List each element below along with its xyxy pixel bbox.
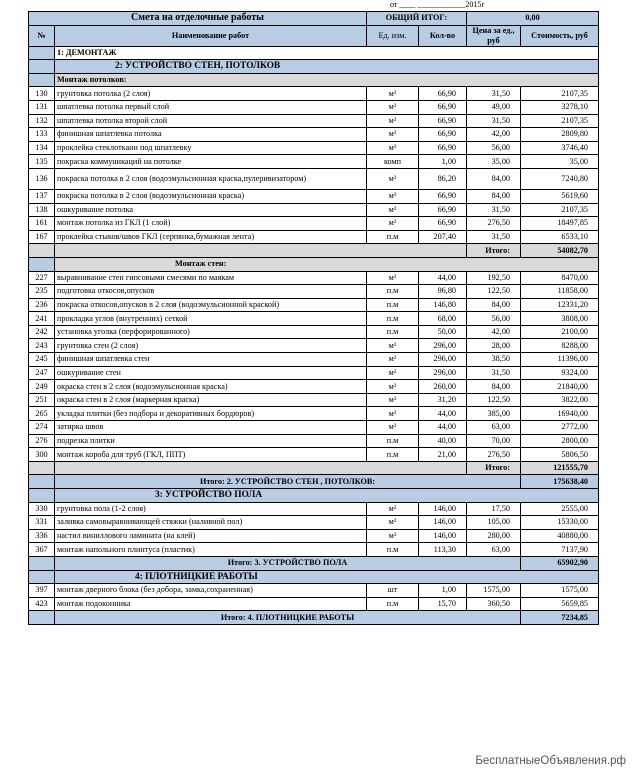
section4-total-value: 7234,85 [521, 611, 599, 625]
cost-cell: 3746,40 [521, 141, 599, 155]
cost-cell: 8288,00 [521, 339, 599, 353]
row-number: 130 [29, 87, 55, 101]
quantity-cell: 296,00 [419, 366, 467, 380]
quantity-cell: 21,00 [419, 448, 467, 462]
section4-total-row [29, 611, 599, 625]
row-number: 236 [29, 298, 55, 312]
row-number: 133 [29, 128, 55, 142]
unit-cell: м² [367, 141, 419, 155]
work-name: ошкуривание стен [55, 366, 367, 380]
price-cell: 42,00 [467, 128, 521, 142]
quantity-cell: 44,00 [419, 271, 467, 285]
price-cell: 70,00 [467, 434, 521, 448]
cost-cell: 1575,00 [521, 584, 599, 598]
table-row [29, 597, 599, 611]
price-cell: 17,50 [467, 502, 521, 516]
table-row [29, 298, 599, 312]
row-number: 137 [29, 189, 55, 203]
row-number: 247 [29, 366, 55, 380]
quantity-cell: 66,90 [419, 141, 467, 155]
quantity-cell: 260,00 [419, 380, 467, 394]
cost-cell: 3822,00 [521, 393, 599, 407]
unit-cell: м² [367, 203, 419, 217]
column-header-row [29, 25, 599, 46]
row-number: 136 [29, 168, 55, 189]
price-cell: 276,50 [467, 217, 521, 231]
table-row [29, 393, 599, 407]
cost-cell: 7137,90 [521, 543, 599, 557]
work-name: покраска коммуникаций на потолке [55, 155, 367, 169]
work-name: настил виниллового ламината (на клей) [55, 529, 367, 543]
cost-cell: 11858,00 [521, 285, 599, 299]
work-name: грунтовка потолка (2 слоя) [55, 87, 367, 101]
table-row [29, 516, 599, 530]
table-row [29, 155, 599, 169]
section4-title: 4: ПЛОТНИЦКИЕ РАБОТЫ [55, 570, 599, 584]
cost-cell: 7240,80 [521, 168, 599, 189]
work-name: монтаж подоконника [55, 597, 367, 611]
table-row [29, 312, 599, 326]
section2-total-value: 175638,40 [521, 475, 599, 489]
unit-cell: м² [367, 168, 419, 189]
unit-cell: п.м [367, 543, 419, 557]
row-number: 367 [29, 543, 55, 557]
cost-cell: 9324,00 [521, 366, 599, 380]
section2-title: 2: УСТРОЙСТВО СТЕН, ПОТОЛКОВ [55, 60, 599, 74]
price-cell: 84,00 [467, 298, 521, 312]
col-qty-header: Кол-во [419, 25, 467, 46]
work-name: покраска потолка в 2 слоя (водоэмульсионная краска,пулеривизатором) [55, 168, 367, 189]
unit-cell: м² [367, 502, 419, 516]
work-name: шпатлевка потолка первый слой [55, 100, 367, 114]
unit-cell: п.м [367, 298, 419, 312]
ceiling-subheader: Монтаж потолков: [55, 73, 599, 87]
price-cell: 31,50 [467, 366, 521, 380]
quantity-cell: 296,00 [419, 353, 467, 367]
unit-cell: м² [367, 339, 419, 353]
quantity-cell: 40,00 [419, 434, 467, 448]
row-number: 331 [29, 516, 55, 530]
price-cell: 122,50 [467, 393, 521, 407]
row-number: 336 [29, 529, 55, 543]
table-row [29, 87, 599, 101]
quantity-cell: 66,90 [419, 217, 467, 231]
price-cell: 192,50 [467, 271, 521, 285]
work-name: затирка швов [55, 421, 367, 435]
quantity-cell: 1,00 [419, 584, 467, 598]
quantity-cell: 44,00 [419, 407, 467, 421]
unit-cell: шт [367, 584, 419, 598]
watermark: БесплатныеОбъявления.рф [475, 755, 626, 767]
price-cell: 31,50 [467, 114, 521, 128]
row-number: 235 [29, 285, 55, 299]
table-row [29, 434, 599, 448]
price-cell: 84,00 [467, 168, 521, 189]
work-name: прокладка углов (внутренних) сеткой [55, 312, 367, 326]
row-number: 330 [29, 502, 55, 516]
row-number: 131 [29, 100, 55, 114]
cost-cell: 6533,10 [521, 230, 599, 244]
unit-cell: м² [367, 217, 419, 231]
price-cell: 31,50 [467, 230, 521, 244]
unit-cell: п.м [367, 434, 419, 448]
unit-cell: м² [367, 421, 419, 435]
table-row [29, 217, 599, 231]
section3-title-row [29, 489, 599, 503]
work-name: подготовка откосов,опусков [55, 285, 367, 299]
price-cell: 56,00 [467, 141, 521, 155]
estimate-title: Смета на отделочные работы [29, 12, 367, 26]
row-number: 242 [29, 325, 55, 339]
price-cell: 84,00 [467, 380, 521, 394]
quantity-cell: 96,80 [419, 285, 467, 299]
row-number: 134 [29, 141, 55, 155]
unit-cell: м² [367, 189, 419, 203]
work-name: монтаж дверного блока (без добора, замка,сохраненная) [55, 584, 367, 598]
quantity-cell: 113,30 [419, 543, 467, 557]
unit-cell: п.м [367, 448, 419, 462]
row-number: 265 [29, 407, 55, 421]
row-number: 161 [29, 217, 55, 231]
grand-total-value: 0,00 [467, 12, 599, 26]
work-name: окраска стен в 2 слоя (маркерная краска) [55, 393, 367, 407]
cost-cell: 2809,80 [521, 128, 599, 142]
row-number: 300 [29, 448, 55, 462]
table-row [29, 168, 599, 189]
unit-cell: п.м [367, 230, 419, 244]
table-row [29, 325, 599, 339]
cost-cell: 8470,00 [521, 271, 599, 285]
row-number: 241 [29, 312, 55, 326]
work-name: проклейка стыков/швов ГКЛ (серпянка,бумажная лента) [55, 230, 367, 244]
unit-cell: м² [367, 271, 419, 285]
row-number: 138 [29, 203, 55, 217]
quantity-cell: 66,90 [419, 189, 467, 203]
quantity-cell: 86,20 [419, 168, 467, 189]
row-number: 251 [29, 393, 55, 407]
unit-cell: м² [367, 128, 419, 142]
quantity-cell: 66,90 [419, 100, 467, 114]
table-row [29, 584, 599, 598]
table-row [29, 353, 599, 367]
work-name: укладка плитки (без подбора и декоративных бордюров) [55, 407, 367, 421]
section2-total-label: Итого: 2. УСТРОЙСТВО СТЕН , ПОТОЛКОВ: [55, 475, 521, 489]
cost-cell: 40880,00 [521, 529, 599, 543]
cost-cell: 16940,00 [521, 407, 599, 421]
ceiling-total-row [29, 244, 599, 258]
section3-total-value: 65902,90 [521, 556, 599, 570]
quantity-cell: 68,00 [419, 312, 467, 326]
row-number: 227 [29, 271, 55, 285]
col-price-header: Цена за ед., руб [467, 25, 521, 46]
ceiling-subheader-row [29, 73, 599, 87]
ceiling-total-label: Итого: [467, 244, 521, 258]
cost-cell: 2555,00 [521, 502, 599, 516]
row-number: 245 [29, 353, 55, 367]
row-number: 423 [29, 597, 55, 611]
work-name: окраска стен в 2 слоя (водоэмульсионная краска) [55, 380, 367, 394]
cost-cell: 5619,60 [521, 189, 599, 203]
work-name: заливка самовыравнивающей стяжки (наливной пол) [55, 516, 367, 530]
row-number: 132 [29, 114, 55, 128]
work-name: подрезка плитки [55, 434, 367, 448]
work-name: покраска откосов,опусков в 2 слоя (водоэмульсионной краской) [55, 298, 367, 312]
table-row [29, 380, 599, 394]
unit-cell: п.м [367, 597, 419, 611]
price-cell: 105,00 [467, 516, 521, 530]
work-name: грунтовка пола (1-2 слоя) [55, 502, 367, 516]
price-cell: 385,00 [467, 407, 521, 421]
table-row [29, 230, 599, 244]
cost-cell: 15330,00 [521, 516, 599, 530]
table-row [29, 271, 599, 285]
quantity-cell: 15,70 [419, 597, 467, 611]
table-row [29, 366, 599, 380]
price-cell: 28,00 [467, 339, 521, 353]
work-name: шпатлевка потолка второй слой [55, 114, 367, 128]
unit-cell: м² [367, 380, 419, 394]
table-row [29, 128, 599, 142]
work-name: установка уголка (перфорированного) [55, 325, 367, 339]
cost-cell: 21840,00 [521, 380, 599, 394]
unit-cell: м² [367, 353, 419, 367]
table-row [29, 100, 599, 114]
quantity-cell: 146,00 [419, 529, 467, 543]
cost-cell: 5806,50 [521, 448, 599, 462]
work-name: покраска потолка в 2 слоя (водоэмульсионная краска) [55, 189, 367, 203]
work-name: ошкуривание потолка [55, 203, 367, 217]
unit-cell: м² [367, 529, 419, 543]
unit-cell: п.м [367, 325, 419, 339]
section3-total-row [29, 556, 599, 570]
price-cell: 276,50 [467, 448, 521, 462]
wall-total-label: Итого: [467, 461, 521, 475]
table-row [29, 339, 599, 353]
cost-cell: 11396,00 [521, 353, 599, 367]
quantity-cell: 66,90 [419, 203, 467, 217]
work-name: грунтовка стен (2 слоя) [55, 339, 367, 353]
price-cell: 38,50 [467, 353, 521, 367]
cost-cell: 5659,85 [521, 597, 599, 611]
cost-cell: 3278,10 [521, 100, 599, 114]
quantity-cell: 44,00 [419, 421, 467, 435]
quantity-cell: 66,90 [419, 114, 467, 128]
row-number: 274 [29, 421, 55, 435]
price-cell: 122,50 [467, 285, 521, 299]
cost-cell: 35,00 [521, 155, 599, 169]
work-name: выравнивание стен гипсовыми смесями по маякам [55, 271, 367, 285]
title-row [29, 12, 599, 26]
price-cell: 360,50 [467, 597, 521, 611]
grand-total-label: ОБЩИЙ ИТОГ: [367, 12, 467, 26]
col-unit-header: Ед. изм. [367, 25, 419, 46]
quantity-cell: 66,90 [419, 128, 467, 142]
wall-subheader-row [29, 257, 599, 271]
unit-cell: м² [367, 100, 419, 114]
quantity-cell: 66,90 [419, 87, 467, 101]
cost-cell: 12331,20 [521, 298, 599, 312]
price-cell: 1575,00 [467, 584, 521, 598]
cost-cell: 3808,00 [521, 312, 599, 326]
unit-cell: м² [367, 516, 419, 530]
row-number: 167 [29, 230, 55, 244]
table-row [29, 448, 599, 462]
section2-total-row [29, 475, 599, 489]
section1-row [29, 46, 599, 60]
table-row [29, 189, 599, 203]
section3-total-label: Итого: 3. УСТРОЙСТВО ПОЛА [55, 556, 521, 570]
row-number: 276 [29, 434, 55, 448]
cost-cell: 2800,00 [521, 434, 599, 448]
wall-total-value: 121555,70 [521, 461, 599, 475]
top-fragment: от ____ ____________2015г [390, 0, 485, 9]
row-number: 397 [29, 584, 55, 598]
cost-cell: 2772,00 [521, 421, 599, 435]
quantity-cell: 146,00 [419, 502, 467, 516]
unit-cell: м² [367, 407, 419, 421]
cost-cell: 18497,85 [521, 217, 599, 231]
unit-cell: м² [367, 393, 419, 407]
row-number: 243 [29, 339, 55, 353]
section1-title: 1: ДЕМОНТАЖ [55, 46, 599, 60]
quantity-cell: 1,00 [419, 155, 467, 169]
work-name: финишная шпатлевка потолка [55, 128, 367, 142]
quantity-cell: 296,00 [419, 339, 467, 353]
table-row [29, 543, 599, 557]
table-row [29, 203, 599, 217]
work-name: финишная шпатлевка стен [55, 353, 367, 367]
cost-cell: 2107,35 [521, 203, 599, 217]
section2-title-row [29, 60, 599, 74]
cost-cell: 2107,35 [521, 87, 599, 101]
cost-cell: 2107,35 [521, 114, 599, 128]
price-cell: 63,00 [467, 543, 521, 557]
price-cell: 56,00 [467, 312, 521, 326]
unit-cell: м² [367, 87, 419, 101]
section3-title: 3: УСТРОЙСТВО ПОЛА [55, 489, 599, 503]
work-name: монтаж потолка из ГКЛ (1 слой) [55, 217, 367, 231]
quantity-cell: 146,00 [419, 516, 467, 530]
price-cell: 280,00 [467, 529, 521, 543]
row-number: 249 [29, 380, 55, 394]
price-cell: 84,00 [467, 189, 521, 203]
wall-total-row [29, 461, 599, 475]
unit-cell: м² [367, 366, 419, 380]
table-row [29, 529, 599, 543]
work-name: проклейка стеклоткани под шпатлевку [55, 141, 367, 155]
work-name: монтаж короба для труб (ГКЛ, ППТ) [55, 448, 367, 462]
section4-total-label: Итого: 4. ПЛОТНИЦКИЕ РАБОТЫ [55, 611, 521, 625]
ceiling-total-value: 54082,70 [521, 244, 599, 258]
unit-cell: п.м [367, 285, 419, 299]
wall-subheader: Монтаж стен: [55, 257, 599, 271]
unit-cell: п.м [367, 312, 419, 326]
price-cell: 49,00 [467, 100, 521, 114]
section4-title-row [29, 570, 599, 584]
row-number: 135 [29, 155, 55, 169]
col-name-header: Наименование работ [55, 25, 367, 46]
unit-cell: комп [367, 155, 419, 169]
unit-cell: м² [367, 114, 419, 128]
work-name: монтаж напольного плинтуса (пластик) [55, 543, 367, 557]
quantity-cell: 146,80 [419, 298, 467, 312]
quantity-cell: 31,20 [419, 393, 467, 407]
col-cost-header: Стоимость, руб [521, 25, 599, 46]
price-cell: 63,00 [467, 421, 521, 435]
table-row [29, 141, 599, 155]
table-row [29, 407, 599, 421]
price-cell: 35,00 [467, 155, 521, 169]
quantity-cell: 207,40 [419, 230, 467, 244]
cost-cell: 2100,00 [521, 325, 599, 339]
price-cell: 42,00 [467, 325, 521, 339]
table-row [29, 285, 599, 299]
price-cell: 31,50 [467, 203, 521, 217]
table-row [29, 421, 599, 435]
price-cell: 31,50 [467, 87, 521, 101]
col-no-header: № [29, 25, 55, 46]
quantity-cell: 50,00 [419, 325, 467, 339]
table-row [29, 502, 599, 516]
table-row [29, 114, 599, 128]
estimate-table [28, 11, 599, 625]
